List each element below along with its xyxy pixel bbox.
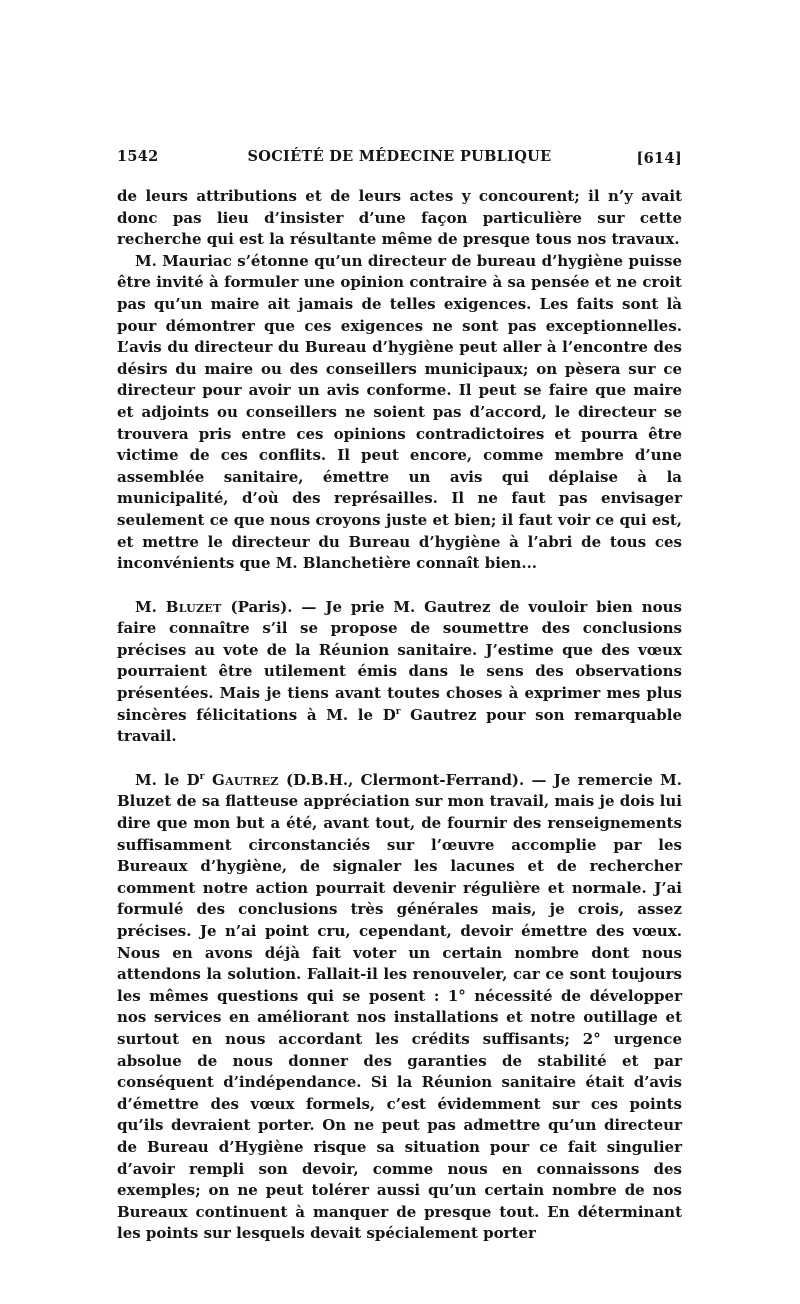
speaker-name-bluzet: Bluzet <box>165 597 222 616</box>
page-number: 1542 <box>117 148 159 165</box>
paragraph-gautrez <box>117 770 682 1245</box>
speaker-prefix: M. le D <box>135 770 200 789</box>
superscript: r <box>199 771 205 782</box>
running-title: SOCIÉTÉ DE MÉDECINE PUBLIQUE <box>247 148 552 165</box>
superscript: r <box>395 706 401 717</box>
page-reference: [614] <box>636 150 682 167</box>
paragraph-continuation: de leurs attributions et de leurs actes y concourent; il n’y avait donc pas lieu d’insister d’une façon particulière sur cette recherche qui est la résultante même de presque tous nos travaux. <box>117 187 682 249</box>
document-page <box>117 148 682 1245</box>
body-text <box>117 186 682 1245</box>
running-header <box>117 148 682 176</box>
speech-text-end: Gautrez pour son remarquable travail. <box>117 705 682 746</box>
paragraph-mauriac-reply: M. Mauriac s’étonne qu’un directeur de bureau d’hygiène puisse être invité à formuler une opinion contraire à sa pensée et ne croit pas qu’un maire ait jamais de telles exigences. Les faits sont là pour démontrer que ces exigences ne sont pas exceptionnelles. L’avis du directeur du Bureau d’hygiène peut aller à l’encontre des désirs du maire ou des conseillers municipaux; on pèsera sur ce directeur pour avoir un avis conforme. Il peut se faire que maire et adjoints ou conseillers ne soient pas d’accord, le directeur se trouvera pris entre ces opinions contradictoires et pourra être victime de ces conflits. Il peut encore, comme membre d’une assemblée sanitaire, émettre un avis qui déplaise à la municipalité, d’où des représailles. Il ne faut pas envisager seulement ce que nous croyons juste et bien; il faut voir ce qui est, et mettre le directeur du Bureau d’hygiène à l’abri de tous ces inconvénients que M. Blanchetière connaît bien... <box>117 251 682 573</box>
paragraph-bluzet <box>117 597 682 748</box>
speaker-name-gautrez: Gautrez <box>204 770 279 789</box>
speaker-prefix: M. <box>135 597 166 616</box>
speech-text: (D.B.H., Clermont-Ferrand). — Je remercie M. Bluzet de sa flatteuse appréciation sur mon travail, mais je dois lui dire que mon but a été, avant tout, de fournir des renseignements suffisamment circonstanciés sur l’œuvre accomplie par les Bureaux d’hygiène, de signaler les lacunes et de rechercher comment notre action pourrait devenir régulière et normale. J’ai formulé des conclusions très générales mais, je crois, assez précises. Je n’ai point cru, cependant, devoir émettre des vœux. Nous en avons déjà fait voter un certain nombre dont nous attendons la solution. Fallait-il les renouveler, car ce sont toujours les mêmes questions qui se posent : 1° nécessité de développer nos services en améliorant nos installations et notre outillage et surtout en nous accordant les crédits suffisants; 2° urgence absolue de nous donner des garanties de stabilité et par conséquent d’indépendance. Si la Réunion sanitaire était d’avis d’émettre des vœux formels, c’est évidemment sur ces points qu’ils devraient porter. On ne peut pas admettre qu’un directeur de Bureau d’Hygiène risque sa situation pour ce fait singulier d’avoir rempli son devoir, comme nous en connaissons des exemples; on ne peut tolérer aussi qu’un certain nombre de nos Bureaux continuent à manquer de presque tout. En déterminant les points sur lesquels devait spécialement porter <box>117 770 682 1243</box>
speech-text: (Paris). — Je prie M. Gautrez de vouloir bien nous faire connaître s’il se propose de soumettre des conclusions précises au vote de la Réunion sanitaire. J’estime que des vœux pourraient être utilement émis dans le sens des observations présentées. Mais je tiens avant toutes choses à exprimer mes plus sincères félicitations à M. le D <box>117 597 682 724</box>
